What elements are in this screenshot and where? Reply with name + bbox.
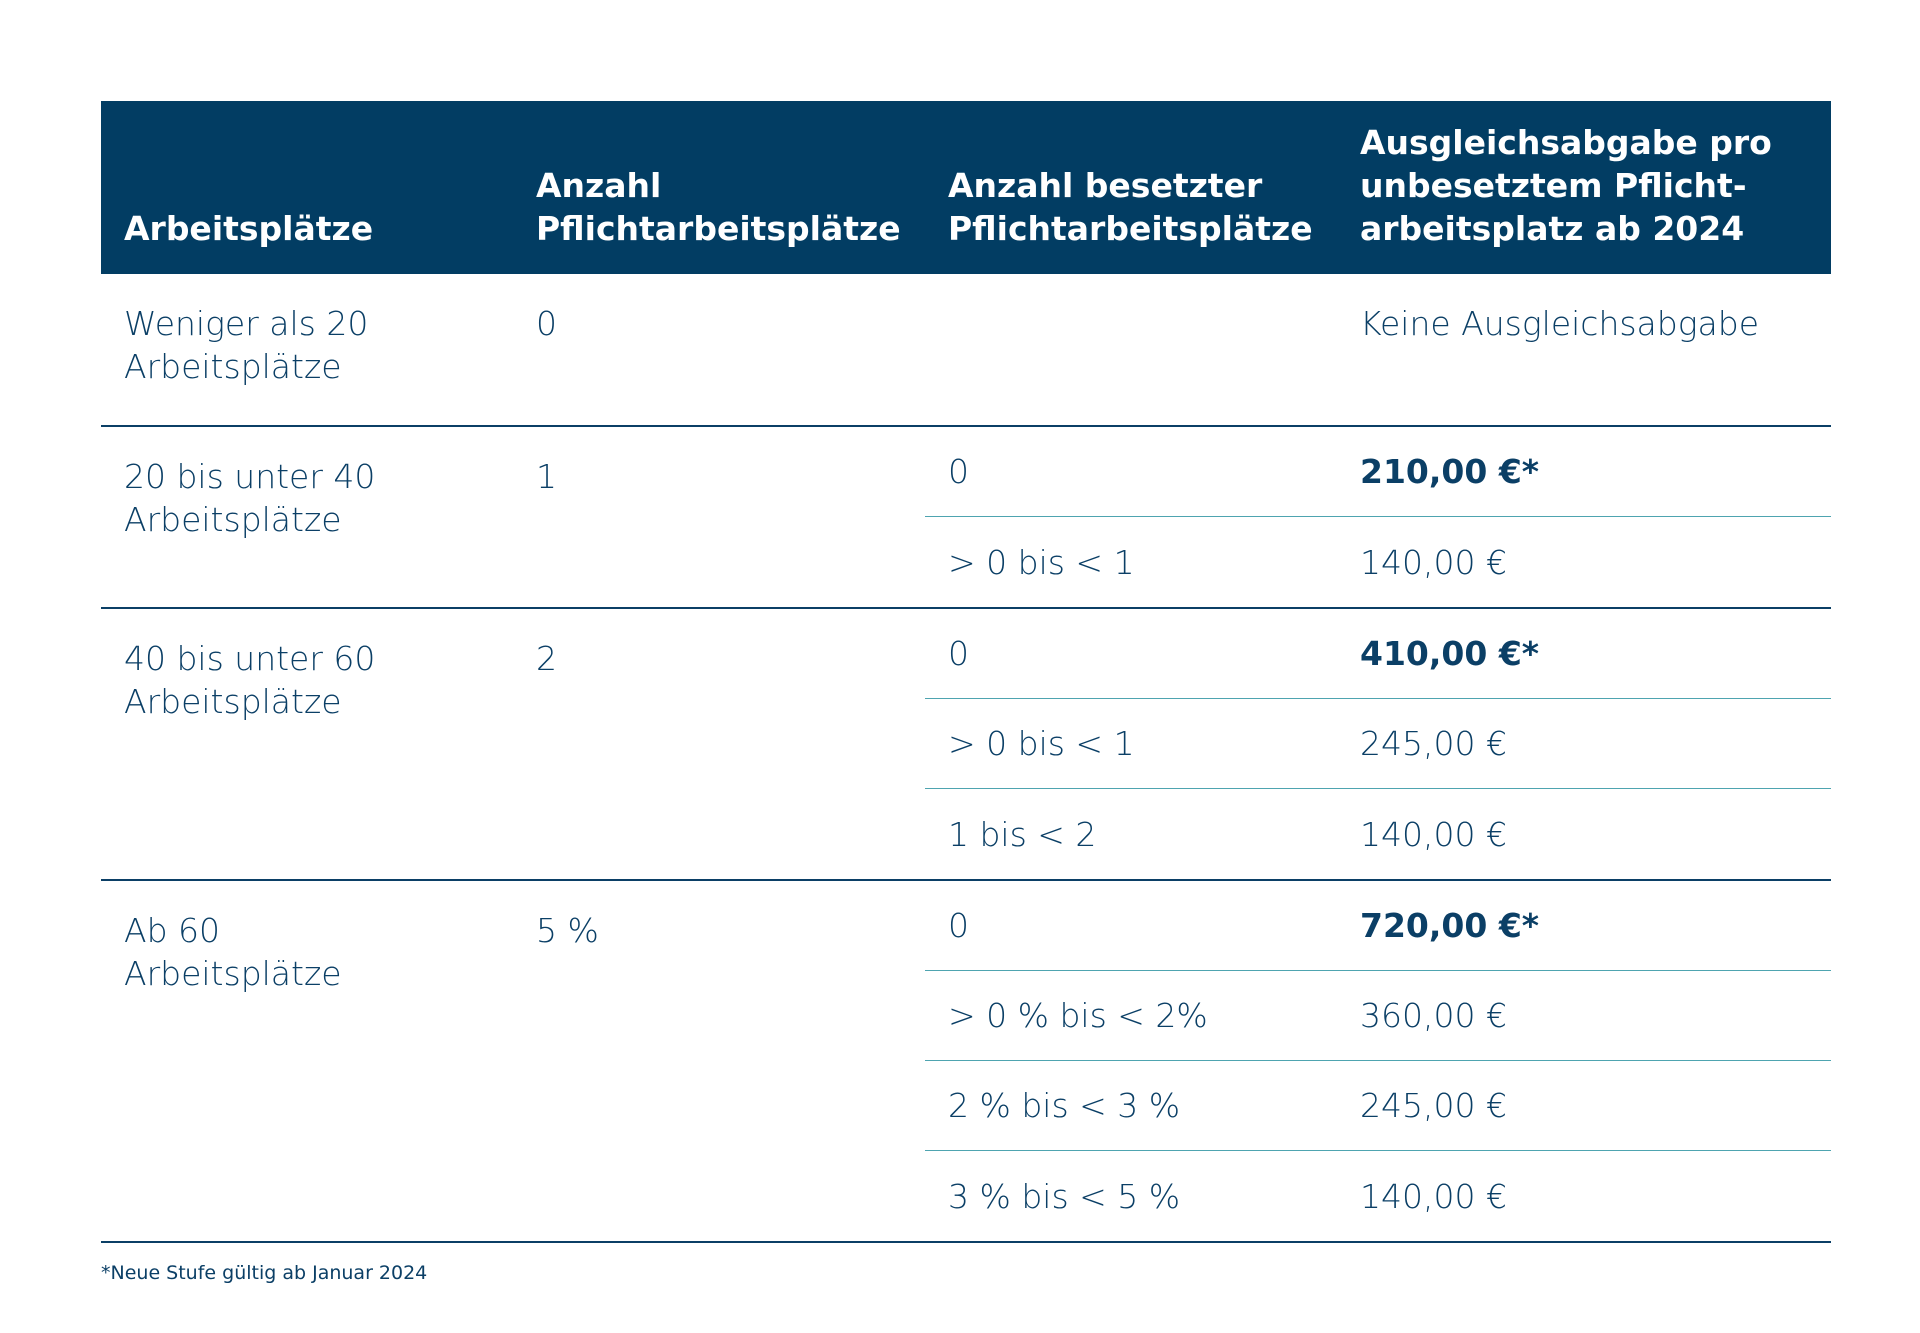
group-label-line1: 20 bis unter 40 [124,457,376,496]
group-count: 5 % [536,911,599,950]
table-header [101,101,1831,274]
fee-value: 245,00 € [1360,1086,1507,1125]
group-label [101,427,513,541]
fee-value: 140,00 € [1360,814,1507,854]
group-count: 1 [536,457,557,496]
group-label-line1: Ab 60 [124,911,221,950]
fee-value: 245,00 € [1360,724,1507,763]
table-row [925,427,1831,517]
group-label [101,609,513,723]
group-label [101,274,513,388]
header-col4-line3: arbeitsplatz ab 2024 [1360,209,1745,248]
occupied-value: 2 % bis < 3 % [948,1086,1181,1125]
table-row [925,881,1831,971]
footnote: *Neue Stufe gültig ab Januar 2024 [101,1262,428,1284]
table-group [101,427,1831,609]
occupied-value: > 0 bis < 1 [948,542,1135,582]
header-ausgleichsabgabe [1337,121,1831,250]
group-label-line2: Arbeitsplätze [124,682,342,721]
header-col4-line2: unbesetztem Pflicht- [1360,166,1747,205]
fee-value: 360,00 € [1360,996,1507,1035]
header-col1-text: Arbeitsplätze [124,209,374,248]
occupied-value: 0 [948,452,969,491]
group-count: 2 [536,639,557,678]
occupied-value: > 0 bis < 1 [948,724,1135,763]
occupied-value: 0 [948,634,969,673]
header-col3-line1: Anzahl besetzter [948,166,1263,205]
header-anzahl-pflicht [513,164,925,250]
table-group [101,881,1831,1243]
group-left [101,274,925,388]
fee-value: 410,00 €* [1360,634,1540,673]
fee-value: 140,00 € [1360,542,1507,582]
table-row [925,1151,1831,1241]
table-row [925,517,1831,607]
table-row [925,699,1831,789]
table-group [101,609,1831,881]
group-left [101,881,925,995]
group-left [101,609,925,723]
occupied-value: 3 % bis < 5 % [948,1176,1181,1216]
fee-value: Keine Ausgleichsabgabe [1360,304,1759,343]
occupied-value: 1 bis < 2 [948,814,1097,854]
occupied-value: > 0 % bis < 2% [948,996,1208,1035]
group-count: 0 [536,304,557,343]
group-label-line2: Arbeitsplätze [124,954,342,993]
header-col2-line2: Pflichtarbeitsplätze [536,209,901,248]
group-label-line1: Weniger als 20 [124,304,369,343]
fee-value: 140,00 € [1360,1176,1507,1216]
group-label-line1: 40 bis unter 60 [124,639,376,678]
header-col4-line1: Ausgleichsabgabe pro [1360,123,1772,162]
group-rows [925,427,1831,607]
group-left [101,427,925,541]
fee-value: 210,00 €* [1360,452,1540,491]
group-label [101,881,513,995]
occupied-value: 0 [948,906,969,945]
header-anzahl-besetzter [925,164,1337,250]
group-label-line2: Arbeitsplätze [124,500,342,539]
group-rows [925,881,1831,1241]
header-arbeitsplaetze [101,207,513,250]
group-rows [925,609,1831,879]
compensation-levy-table [101,101,1831,1243]
table-row [925,971,1831,1061]
header-col3-line2: Pflichtarbeitsplätze [948,209,1313,248]
header-col2-line1: Anzahl [536,166,662,205]
table-group [101,274,1831,427]
table-row [925,1061,1831,1151]
fee-value: 720,00 €* [1360,906,1540,945]
table-row [925,609,1831,699]
group-label-line2: Arbeitsplätze [124,347,342,386]
table-row [925,789,1831,879]
